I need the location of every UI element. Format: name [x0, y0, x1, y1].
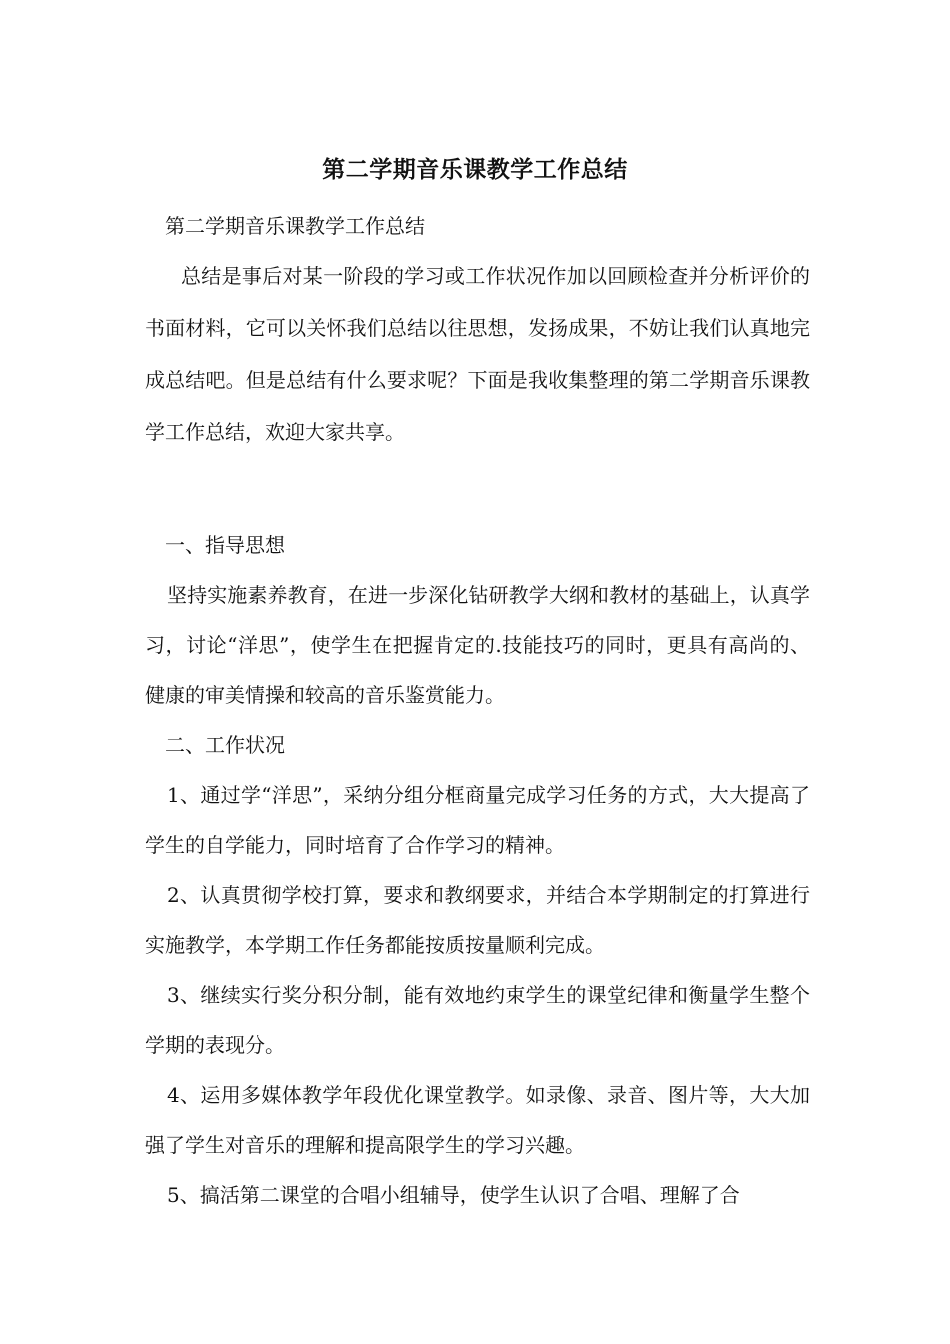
list-item-4: 4、运用多媒体教学年段优化课堂教学。如录像、录音、图片等，大大加强了学生对音乐的理解和提高限学生的学习兴趣。 — [145, 1083, 810, 1157]
section-heading-guiding-thought: 一、指导思想 — [165, 533, 285, 557]
section-paragraph-guiding-thought: 坚持实施素养教育，在进一步深化钻研教学大纲和教材的基础上，认真学习，讨论“洋思”，使学生在把握肯定的.技能技巧的同时，更具有高尚的、健康的审美情操和较高的音乐鉴赏能力。 — [145, 583, 810, 707]
list-item-2: 2、认真贯彻学校打算，要求和教纲要求，并结合本学期制定的打算进行实施教学，本学期工作任务都能按质按量顺利完成。 — [145, 883, 810, 957]
section-heading-work-status: 二、工作状况 — [165, 733, 285, 757]
list-item-3: 3、继续实行奖分积分制，能有效地约束学生的课堂纪律和衡量学生整个学期的表现分。 — [145, 983, 810, 1057]
list-item-1: 1、通过学“洋思”，采纳分组分框商量完成学习任务的方式，大大提高了学生的自学能力，同时培育了合作学习的精神。 — [145, 783, 810, 857]
document-body — [145, 206, 810, 1220]
document-subtitle: 第二学期音乐课教学工作总结 — [165, 214, 425, 238]
list-item-5: 5、搞活第二课堂的合唱小组辅导，使学生认识了合唱、理解了合 — [167, 1183, 740, 1207]
intro-paragraph: 总结是事后对某一阶段的学习或工作状况作加以回顾检查并分析评价的书面材料，它可以关怀我们总结以往思想，发扬成果，不妨让我们认真地完成总结吧。但是总结有什么要求呢？下面是我收集整理的第二学期音乐课教学工作总结，欢迎大家共享。 — [145, 264, 810, 444]
document-title: 第二学期音乐课教学工作总结 — [322, 157, 628, 183]
paragraph-gap — [145, 458, 810, 520]
